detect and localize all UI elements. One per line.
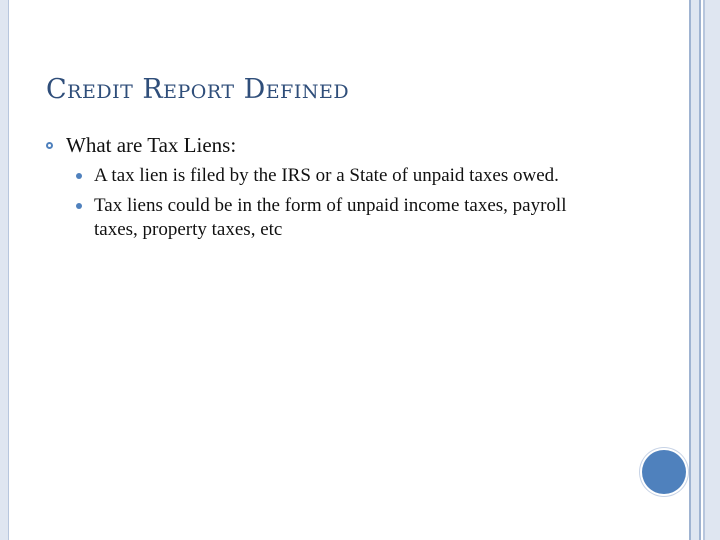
sub-bullet-item xyxy=(76,164,606,188)
dot-bullet-icon xyxy=(76,194,94,218)
decorative-circle-icon xyxy=(642,450,686,494)
ring-bullet-icon xyxy=(46,130,66,160)
slide-content xyxy=(46,130,606,248)
sub-bullet-text: Tax liens could be in the form of unpaid income taxes, payroll taxes, property taxes, etc xyxy=(94,195,567,240)
dot-bullet-icon xyxy=(76,164,94,188)
right-border-band xyxy=(691,0,699,540)
left-border-band xyxy=(0,0,8,540)
bullet-item xyxy=(46,130,606,160)
sub-bullet-text: A tax lien is filed by the IRS or a State of unpaid taxes owed. xyxy=(94,165,559,186)
slide-title: Credit Report Defined xyxy=(46,74,350,105)
sub-bullet-list xyxy=(76,164,606,242)
sub-bullet-item xyxy=(76,194,606,242)
left-border-line xyxy=(8,0,9,540)
right-border-band xyxy=(705,0,720,540)
right-border-line xyxy=(699,0,701,540)
bullet-text: What are Tax Liens: xyxy=(66,133,237,157)
